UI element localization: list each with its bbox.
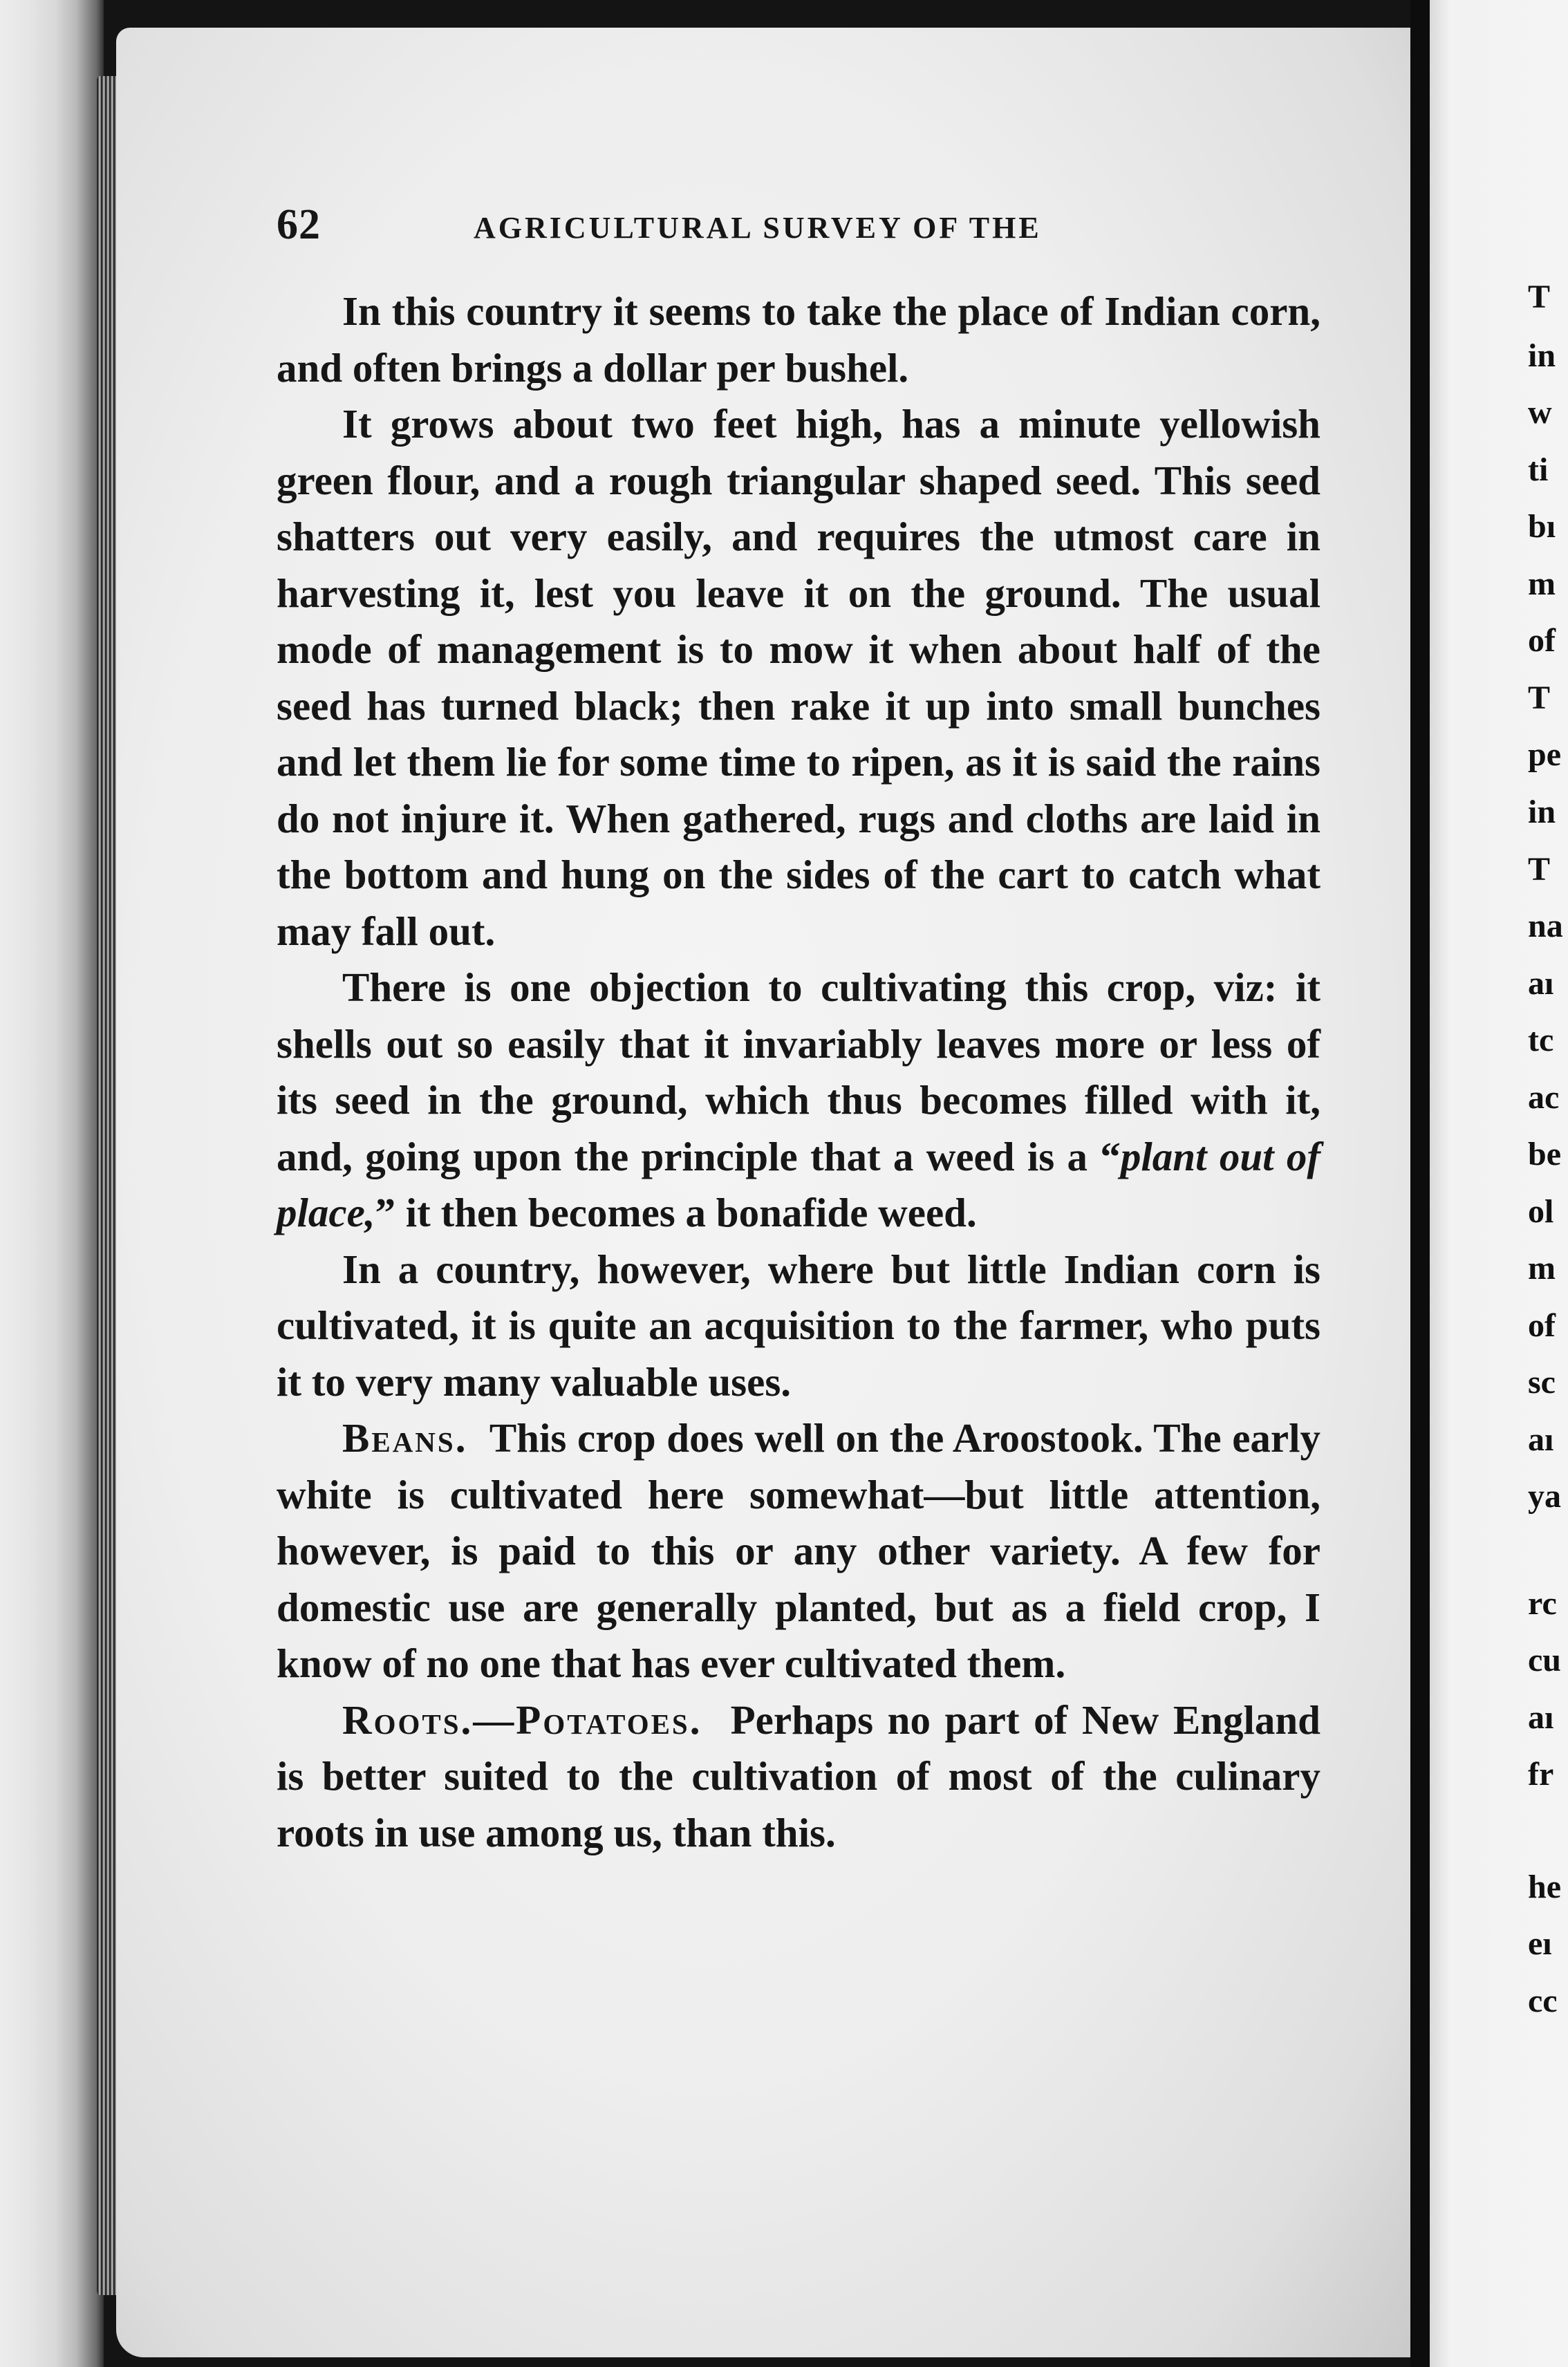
facing-page-fragment: tc <box>1528 1022 1554 1058</box>
scan-background <box>0 0 104 2367</box>
paragraph-3-text-start: There is one objection to cultivating this crop, viz: it shells out so easily that it invariably leaves more or less of its seed in the ground, which thus becomes filled with it, and, going upon the principle that a weed is a “ <box>277 964 1320 1179</box>
facing-page-fragment: fr <box>1528 1756 1554 1793</box>
facing-page-fragment: cu <box>1528 1642 1561 1678</box>
facing-page-fragment: pe <box>1528 736 1561 773</box>
facing-page-fragment: m <box>1528 1250 1556 1287</box>
facing-page-fragment: m <box>1528 565 1556 602</box>
paragraph-1: In this country it seems to take the place of Indian corn, and often brings a dollar per bushel. <box>277 288 1320 391</box>
roots-text: Perhaps no part of New England is better suited to the cultivation of most of the culinary roots in use among us, than this. <box>277 1696 1321 1855</box>
facing-page-fragment: be <box>1528 1136 1561 1172</box>
paragraph-3-quote: plant out of place, <box>277 1133 1320 1235</box>
paragraph-roots <box>277 1692 1320 1862</box>
roots-heading: Roots.—Potatoes. <box>342 1696 702 1743</box>
page-header <box>277 200 1307 256</box>
paragraph-3-text-end: ” it then becomes a bonafide weed. <box>375 1190 977 1235</box>
book-gutter <box>1410 0 1430 2367</box>
facing-page-fragment: he <box>1528 1869 1561 1905</box>
facing-page-fragment: T <box>1528 279 1551 315</box>
facing-page-fragment: of <box>1528 622 1556 659</box>
page-number: 62 <box>277 201 321 248</box>
paragraph-3 <box>277 960 1320 1242</box>
facing-page-fragment: rc <box>1528 1585 1557 1622</box>
paragraph-2: It grows about two feet high, has a minute yellowish green flour, and a rough triangular shaped seed. This seed shatters out very easily, and requires the utmost care in harvesting it, lest you leave it on the ground. The usual mode of management is to mow it when about half of the seed has turned black; then rake it up into small bunches and let them lie for some time to ripen, as it is said the rains do not injure it. When gathered, rugs and cloths are laid in the bottom and hung on the sides of the cart to catch what may fall out. <box>277 401 1320 954</box>
facing-page-fragment: sc <box>1528 1364 1556 1401</box>
facing-page-fragment: ti <box>1528 451 1549 488</box>
facing-page-fragment: aı <box>1528 1699 1554 1736</box>
facing-page-fragment: T <box>1528 680 1551 716</box>
beans-heading: Beans. <box>342 1415 468 1461</box>
facing-page-fragment: aı <box>1528 965 1554 1002</box>
facing-page-fragment: ac <box>1528 1079 1560 1116</box>
paragraph-4: In a country, however, where but little Indian corn is cultivated, it is quite an acquisition to the farmer, who puts it to very many valuable uses. <box>277 1246 1320 1405</box>
facing-page-fragment: ol <box>1528 1193 1554 1230</box>
facing-page-fragment: aı <box>1528 1421 1554 1458</box>
facing-page-fragment: bı <box>1528 508 1556 545</box>
facing-page-fragment: w <box>1528 394 1552 431</box>
facing-page-fragment: T <box>1528 851 1551 888</box>
facing-page-fragment: eı <box>1528 1925 1552 1962</box>
facing-page-fragment: in <box>1528 794 1556 830</box>
page-body <box>277 283 1320 1861</box>
beans-text: This crop does well on the Aroostook. The early white is cultivated here somewhat—but little attention, however, is paid to this or any other variety. A few for domestic use are generally planted, but as a field crop, I know of no one that has ever cultivated them. <box>277 1415 1321 1686</box>
facing-page-fragment: of <box>1528 1307 1556 1344</box>
facing-page-fragment: cc <box>1528 1983 1558 2019</box>
facing-page-fragment: ya <box>1528 1478 1561 1515</box>
running-head: AGRICULTURAL SURVEY OF THE <box>474 211 1042 245</box>
facing-page-fragment: na <box>1528 908 1563 944</box>
paragraph-beans <box>277 1410 1320 1692</box>
facing-page-fragment: in <box>1528 337 1556 374</box>
